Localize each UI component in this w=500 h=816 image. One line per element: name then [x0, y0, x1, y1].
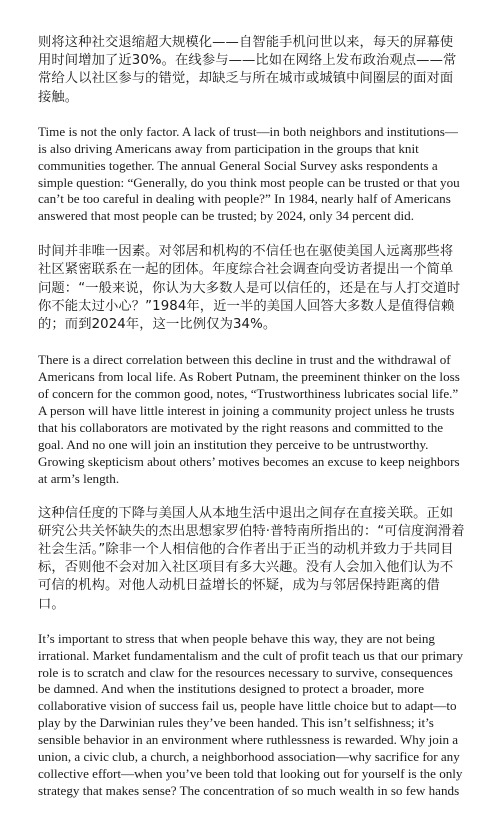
paragraph-zh-screen-time: 则将这种社交退缩超大规模化——自智能手机问世以来，每天的屏幕使用时间增加了近30%。在线参与——比如在网络上发布政治观点——常常给人以社区参与的错觉，却缺乏与所在城市或城镇中间圈层的面对面接触。 — [38, 35, 457, 105]
paragraph-zh-trust-decline: 时间并非唯一因素。对邻居和机构的不信任也在驱使美国人远离那些将社区紧密联系在一起的团体。年度综合社会调查向受访者提出一个简单问题：“一般来说，你认为大多数人是可以信任的，还是在与人打交道时你不能太过小心？”1984年，近一半的美国人回答大多数人是值得信赖的；而到2024年，这一比例仅为34%。 — [38, 244, 461, 333]
paragraph-zh-putnam: 这种信任度的下降与美国人从本地生活中退出之间存在直接关联。正如研究公共关怀缺失的杰出思想家罗伯特·普特南所指出的：“可信度润滑着社会生活。”除非一个人相信他的合作者出于正当的动机并致力于共同目标，否则他不会对加入社区项目有多大兴趣。没有人会加入他们认为不可信的机构。对他人动机日益增长的怀疑，成为与邻居保持距离的借口。 — [38, 505, 465, 612]
paragraph-en-putnam: There is a direct correlation between this decline in trust and the withdrawal of Americans from local life. As Robert Putnam, the preeminent thinker on the loss of concern for the common good, notes, “Trustworthiness lubricates social life.” A person will have little interest in joining a community project unless he trusts that his collaborators are motivated by the right reasons and committed to the goal. And no one will join an institution they perceive to be untrustworthy. Growing skepticism about others’ motives becomes an excuse to keep neighbors at arm’s length. — [38, 352, 460, 486]
document-page — [38, 34, 466, 816]
paragraph-en-trust-decline: Time is not the only factor. A lack of trust—in both neighbors and institutions—is also driving Americans away from participation in the groups that knit communities together. The annual General Social Survey asks respondents a simple question: “Generally, do you think most people can be trusted or that you can’t be too careful in dealing with people?” In 1984, nearly half of Americans answered that most people can be trusted; by 2024, only 34 percent did. — [38, 123, 460, 224]
paragraph-en-market-fundamentalism: It’s important to stress that when people behave this way, they are not being irrational. Market fundamentalism and the cult of profit teach us that our primary role is to scratch and claw for the resources necessary to survive, consequences be damned. And when the institutions designed to protect a broader, more collaborative vision of success fail us, people have little choice but to adapt—to play by the Darwinian rules they’ve been handed. This isn’t selfishness; it’s sensible behavior in an environment where ruthlessness is rewarded. Why join a union, a civic club, a church, a neighborhood association—why sacrifice for any collective effort—when you’ve been told that looking out for yourself is the only strategy that makes sense? The concentration of so much wealth in so few hands — [38, 630, 464, 798]
